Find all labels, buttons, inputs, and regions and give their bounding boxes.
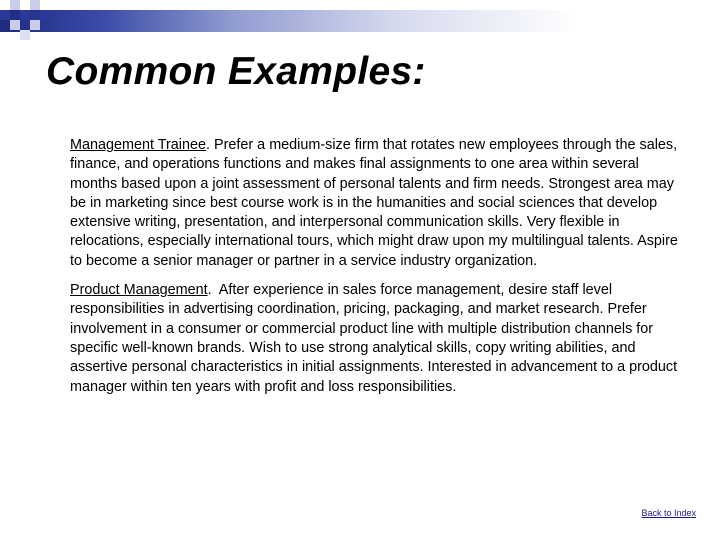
back-to-index-link[interactable]: Back to Index xyxy=(641,508,696,518)
section-heading: Product Management xyxy=(70,282,208,299)
decor-square xyxy=(0,10,10,20)
slide-title: Common Examples: xyxy=(46,50,426,93)
decor-square xyxy=(30,0,40,10)
section-text: After experience in sales force management, desire staff level responsibilities in advertising coordination, pricing, packaging, and market research. Prefer involvement in a consumer or commercial product line with multiple distribution channels for specific well-known brands. Wish to use strong analytical skills, copy writing abilities, and assertive personal characteristics in initial assignments. Interested in advancement to a product manager within ten years with profit and loss responsibilities. xyxy=(70,282,678,395)
decorative-squares xyxy=(0,0,60,50)
decor-square xyxy=(40,10,50,20)
section-heading: Management Trainee xyxy=(70,137,206,153)
slide-body xyxy=(70,136,680,407)
decor-square xyxy=(10,0,20,10)
section-text: Prefer a medium-size firm that rotates new employees through the sales, finance, and operations functions and makes final assignments to one area within several months based upon a joint assessment of personal talents and firm needs. Strongest area may be in marketing since best course work is in the humanities and social sciences that develop extensive writing, presentation, and interpersonal communication skills. Very flexible in relocations, especially international tours, which might draw upon my multilingual talents. Aspire to become a senior manager or partner in a service industry organization. xyxy=(70,137,678,269)
section-product-management xyxy=(70,281,680,397)
decor-square xyxy=(10,20,20,30)
decor-square xyxy=(20,30,30,40)
header-gradient-bar xyxy=(0,10,720,32)
section-management-trainee xyxy=(70,136,680,271)
heading-suffix: . xyxy=(207,282,219,299)
heading-suffix: . xyxy=(206,137,214,153)
decor-square xyxy=(30,20,40,30)
decor-square xyxy=(20,10,30,20)
